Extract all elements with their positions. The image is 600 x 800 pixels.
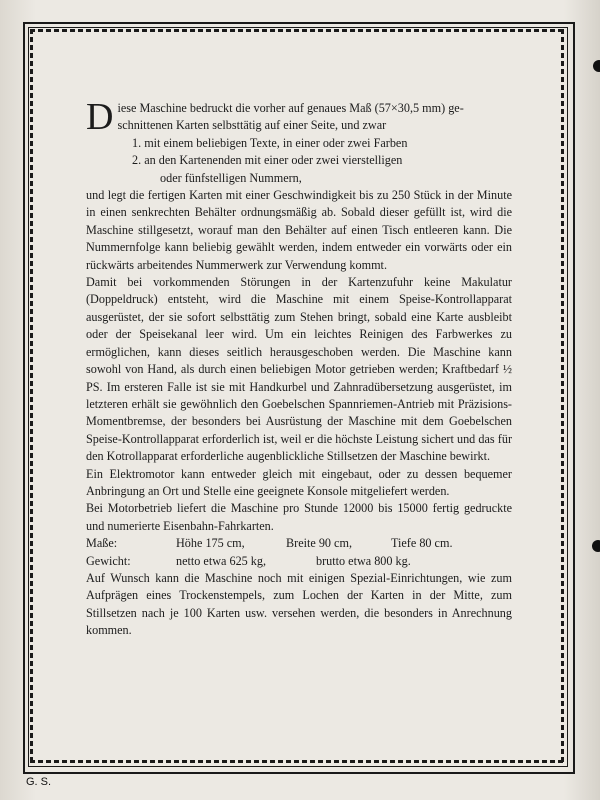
paragraph-control: Damit bei vorkommenden Störungen in der Kartenzufuhr keine Makulatur (Doppeldruck) entsteht, wird die Maschine mit einem Speise-Kontrollapparat ausgerüstet, der sie sofort selbsttätig zum Stehen bringt, sobald eine Karte ausbleibt oder der Speisekanal leer wird. Um ein leichtes Reinigen des Farbwerkes zu ermöglichen, kann dieses seitlich herausgeschoben werden. Die Maschine kann sowohl von Hand, als durch einen beliebigen Motor getrieben werden; Kraftbedarf ½ PS. Im ersteren Falle ist sie mit Handkurbel und Zahnradübersetzung ausgerüstet, im letzteren erhält sie gewöhnlich den Goebelschen Spannriemen-Antrieb mit Präzisions-Momentbremse, der besonders bei Ausrüstung der Maschine mit dem Goebelschen Speise-Kontrollapparat erforderlich ist, weil er die höchste Leistung sichert und das für den Kotrollapparat erforderliche augenblickliche Stillsetzen der Maschine bewirkt. [86, 275, 512, 464]
list-item: 1. mit einem beliebigen Texte, in einer oder zwei Farben [132, 135, 408, 150]
paragraph-special: Auf Wunsch kann die Maschine noch mit einigen Spezial-Einrichtungen, wie zum Aufprägen eines Trockenstempels, zum Lochen der Karten in der Mitte, zum Stillsetzen nach je 100 Karten usw. versehen werden, die besonders in Anrechnung kommen. [86, 570, 512, 638]
binding-hole-top [593, 60, 600, 72]
binding-hole-bottom [592, 540, 600, 552]
paragraph-speed: und legt die fertigen Karten mit einer Geschwindigkeit bis zu 250 Stück in der Minute in einen senkrechten Behälter ordnungsmäßig ab. Sobald dieser gefüllt ist, wird die Maschine stillgesetzt, worauf man den Behälter auf einen Tisch entleeren kann. Die Nummernfolge kann beliebig gewählt werden, indem entweder ein vorwärts oder ein rückwärts arbeitendes Nummerwerk zur Verwendung kommt. [86, 188, 512, 272]
list-item: 2. an den Kartenenden mit einer oder zwei vierstelligen oder fünfstelligen Nummern, [132, 153, 403, 185]
border-dash-left [30, 29, 33, 763]
weight-row: Gewicht: netto etwa 625 kg, brutto etwa 800 kg. [86, 553, 411, 568]
drop-cap: D [86, 96, 114, 138]
intro-paragraph [86, 96, 512, 138]
dimensions-row: Maße: Höhe 175 cm, Breite 90 cm, Tiefe 80 cm. [86, 536, 453, 551]
intro-line-1: iese Maschine bedruckt die vorher auf genaues Maß (57×30,5 mm) ge- [117, 101, 464, 115]
document-body [86, 96, 512, 640]
border-dash-bottom [30, 760, 564, 763]
paragraph-output: Bei Motorbetrieb liefert die Maschine pro Stunde 12000 bis 15000 fertig gedruckte und numerierte Eisenbahn-Fahrkarten. [86, 501, 512, 533]
border-dash-right [561, 29, 564, 763]
border-dash-top [30, 29, 564, 32]
feature-list [86, 135, 512, 187]
intro-line-2: schnittenen Karten selbsttätig auf einer Seite, und zwar [117, 118, 387, 133]
credit-label: G. S. [26, 776, 52, 788]
paragraph-motor: Ein Elektromotor kann entweder gleich mit eingebaut, oder zu dessen bequemer Anbringung an Ort und Stelle eine geeignete Konsole mitgeliefert werden. [86, 466, 512, 498]
